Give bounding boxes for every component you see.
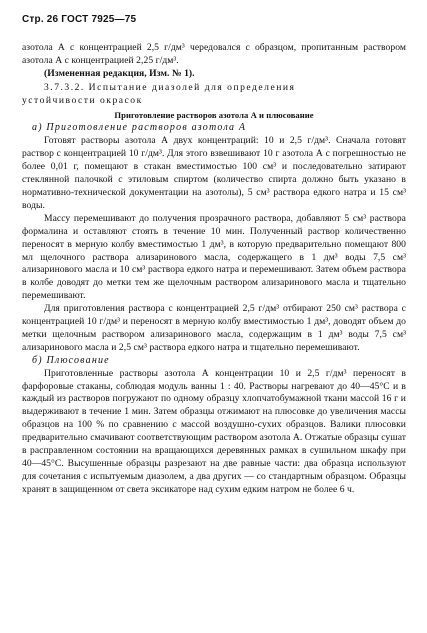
section-heading: Приготовление растворов азотола А и плюсование <box>114 109 314 120</box>
edition-note: (Измененная редакция, Изм. № 1). <box>44 67 195 79</box>
paragraph-3: Для приготовления раствора с концентрацией 2,5 г/дм³ отбирают 250 см³ раствора с концентрацией 10 г/дм³ и переносят в мерную колбу вместимостью 1 дм³, доводят объем до метки щелочным раствором ализаринового масла, содержащим в 1 дм³ воды 7,5 см³ ализаринового масла и 2,5 см³ раствора едкого натра и тщательно перемешивают. <box>22 303 406 353</box>
section-title-line-1: 3.7.3.2. Испытание диазолей для определения <box>44 81 296 93</box>
page-header: Стр. 26 ГОСТ 7925—75 <box>22 14 137 25</box>
subsection-a-title: а) Приготовление растворов азотола А <box>32 122 247 134</box>
paragraph-1: Готовят растворы азотола А двух концентраций: 10 и 2,5 г/дм³. Сначала готовят раствор с концентрацией 10 г/дм³. Для этого взвешивают 10 г азотола А с погрешностью не более 0,01 г, помещают в стакан вместимостью 100 см³ и последовательно затирают стеклянной палочкой с этиловым спиртом (количество спирта должно быть указано в нормативно-технической документации на азотолы), 5 см³ раствора едкого натра и 15 см³ воды. <box>22 135 406 211</box>
paragraph-2: Массу перемешивают до получения прозрачного раствора, добавляют 5 см³ раствора формалина и оставляют стоять в течение 10 мин. Полученный раствор количественно переносят в мерную колбу вместимостью 1 дм³, в которую предварительно помещают 800 мл щелочного раствора ализаринового масла, содержащего в 1 дм³ воды 7,5 см³ ализаринового масла и 10 см³ раствора едкого натра и перемешивают. Затем объем раствора в колбе доводят до метки тем же щелочным раствором ализаринового масла и тщательно перемешивают. <box>22 212 406 302</box>
paragraph-continuation: азотола А с концентрацией 2,5 г/дм³ чередовался с образцом, пропитанным раствором азотола А с концентрацией 2,25 г/дм³. <box>22 42 406 66</box>
paragraph-4: Приготовленные растворы азотола А концентрации 10 и 2,5 г/дм³ переносят в фарфоровые стаканы, соблюдая модуль ванны 1 : 40. Растворы нагревают до 40—45°С и в каждый из растворов погружают по одному образцу хлопчатобумажной ткани массой 16 г и выдерживают в течение 1 мин. Затем образцы отжимают на плюсовке до увеличения массы образцов на 100 % по сравнению с массой воздушно-сухих образцов. Валики плюсовки предварительно смачивают соответствующим раствором азотола А. Отжатые образцы сушат в расправленном состоянии на вращающихся деревянных рамках в сушильном шкафу при 40—45°С. Высушенные образцы разрезают на две равные части: два образца используют для сочетания с испытуемым диазолем, а два других — со стандартным образцом. Образцы хранят в защищенном от света эксикаторе над сухим едким натром не более 6 ч. <box>22 367 406 495</box>
subsection-b-title: б) Плюсование <box>32 354 110 366</box>
document-body <box>22 42 406 497</box>
section-title-line-2: устойчивости окрасок <box>22 94 143 106</box>
